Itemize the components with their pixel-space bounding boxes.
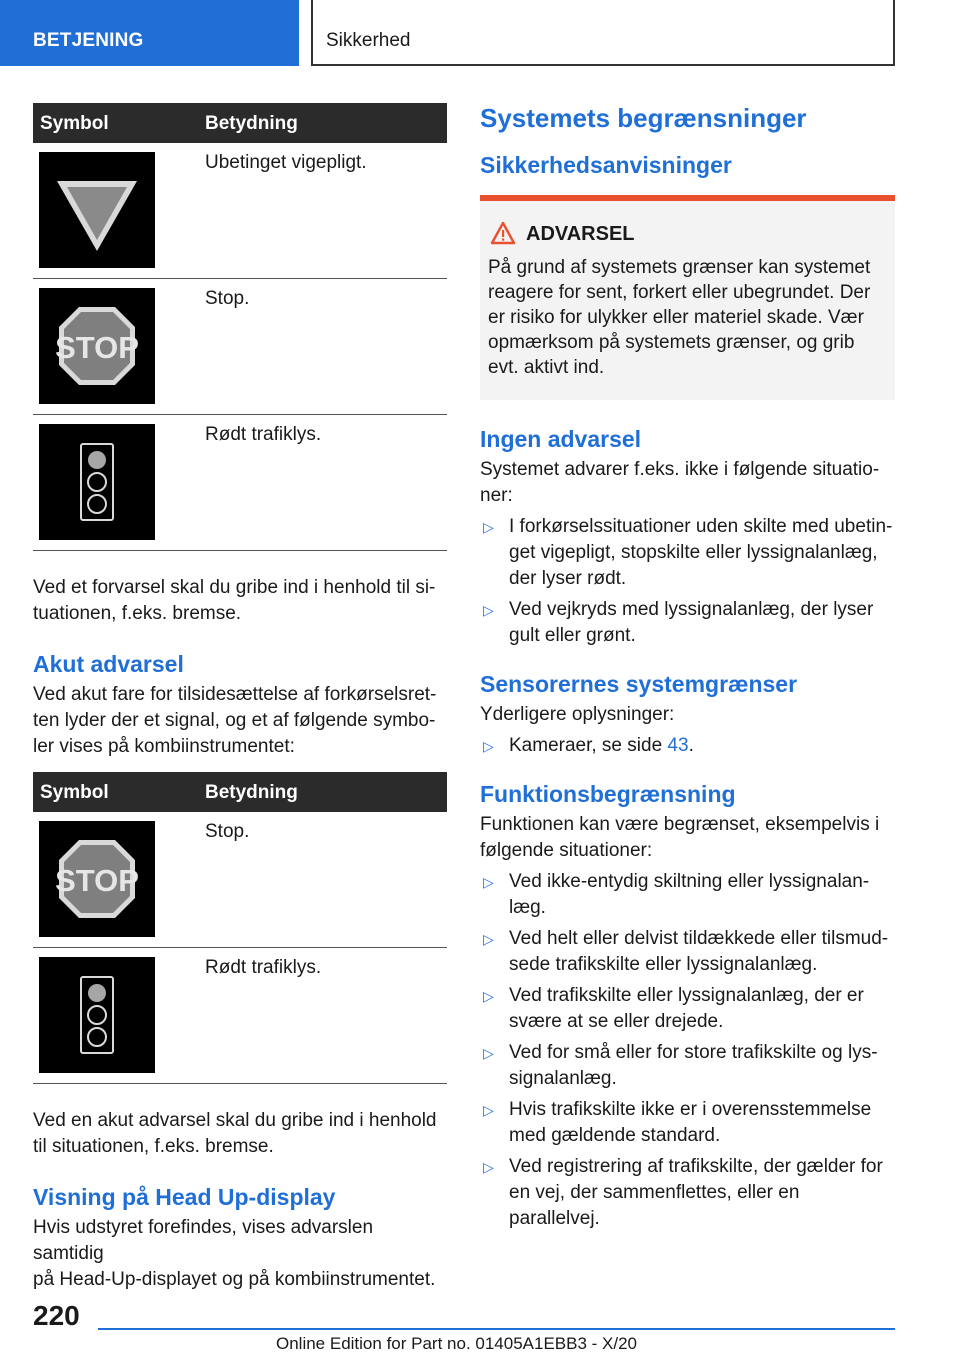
list-item: ▷ Ved trafikskilte eller lyssignalanlæg, der er svære at se eller drejede. [483, 985, 864, 1032]
acute-warning-paragraph: Ved akut fare for tilsidesættelse af forkørselsret- ten lyder der et signal, og et af følgende symbo- ler vises på kombiinstrumentet: [33, 684, 437, 757]
triangle-bullet-icon: ▷ [483, 874, 494, 890]
list-item: ▷ Kameraer, se side 43. [480, 733, 895, 759]
warning-title-text: ADVARSEL [526, 223, 635, 245]
symbol-table-2 [33, 772, 447, 1084]
page-link[interactable]: 43 [667, 735, 689, 756]
table-row [33, 948, 447, 1084]
triangle-bullet-icon: ▷ [483, 602, 494, 618]
no-warning-paragraph: Systemet advarer f.eks. ikke i følgende situatio- ner: [480, 459, 880, 506]
red-traffic-light-icon [39, 424, 155, 540]
row-meaning: Stop. [205, 821, 250, 842]
table-row [33, 279, 447, 415]
list-item: ▷ Hvis trafikskilte ikke er i overensstemmelse med gældende standard. [483, 1099, 872, 1146]
table-header [33, 772, 447, 812]
svg-text:STOP: STOP [55, 330, 139, 365]
safety-heading: Sikkerhedsanvisninger [480, 152, 732, 178]
row-meaning: Stop. [205, 288, 250, 309]
hud-paragraph: Hvis udstyret forefindes, vises advarslen samtidig på Head-Up-displayet og på kombiinstrumentet. [33, 1217, 436, 1290]
function-limits-list [480, 869, 895, 1232]
col-symbol-header: Symbol [40, 113, 109, 134]
stop-sign-icon [39, 288, 155, 404]
table-row [33, 143, 447, 279]
stop-sign-icon [39, 821, 155, 937]
sensor-limits-heading: Sensorernes systemgrænser [480, 671, 798, 697]
footer-edition: Online Edition for Part no. 01405A1EBB3 - X/20 [276, 1334, 638, 1353]
triangle-bullet-icon: ▷ [483, 1159, 494, 1175]
acute-warning-heading: Akut advarsel [33, 651, 184, 677]
acute-action-paragraph: Ved en akut advarsel skal du gribe ind i henhold til situationen, f.eks. bremse. [33, 1110, 437, 1157]
triangle-bullet-icon: ▷ [483, 988, 494, 1004]
list-item: ▷ Ved helt eller delvist tildækkede eller tilsmud- sede trafikskilte eller lyssignalanlæg. [483, 928, 889, 975]
red-traffic-light-icon [39, 957, 155, 1073]
col-symbol-header: Symbol [40, 782, 109, 803]
no-warning-list [480, 514, 895, 649]
warning-title [488, 219, 887, 249]
header-section-label: BETJENING [33, 30, 144, 51]
header-title-box [311, 0, 895, 66]
list-item: ▷ Ved registrering af trafikskilte, der gælder for en vej, der sammenflettes, eller en parallelvej. [483, 1156, 883, 1229]
sensor-limits-paragraph: Yderligere oplysninger: [480, 704, 675, 725]
row-meaning: Rødt trafiklys. [205, 957, 322, 978]
triangle-bullet-icon: ▷ [483, 1102, 494, 1118]
hud-heading: Visning på Head Up-display [33, 1184, 336, 1210]
list-item: ▷ Ved for små eller for store trafikskilte og lys- signalanlæg. [483, 1042, 878, 1089]
list-item: ▷ Ved ikke-entydig skiltning eller lyssignalan- læg. [483, 871, 870, 918]
row-meaning: Rødt trafiklys. [205, 424, 322, 445]
row-meaning: Ubetinget vigepligt. [205, 152, 367, 173]
table-row [33, 415, 447, 551]
table-row [33, 812, 447, 948]
function-limits-paragraph: Funktionen kan være begrænset, eksempelvis i følgende situationer: [480, 814, 880, 861]
list-item: ▷ I forkørselssituationer uden skilte med ubetin- get vigepligt, stopskilte eller lyssignalanlæg, der lyser rødt. [483, 516, 893, 589]
col-meaning-header: Betydning [205, 113, 298, 134]
left-column [33, 103, 447, 1293]
triangle-bullet-icon: ▷ [483, 738, 494, 754]
no-warning-heading: Ingen advarsel [480, 426, 642, 452]
table-header [33, 103, 447, 143]
triangle-bullet-icon: ▷ [483, 519, 494, 535]
col-meaning-header: Betydning [205, 782, 298, 803]
header-section-tab [0, 0, 299, 66]
right-column [480, 103, 895, 1232]
function-limits-heading: Funktionsbegrænsning [480, 781, 736, 807]
header-title: Sikkerhed [326, 30, 411, 51]
footer-divider [98, 1328, 895, 1330]
forewarning-paragraph: Ved et forvarsel skal du gribe ind i henhold til si- tuationen, f.eks. bremse. [33, 577, 436, 624]
triangle-bullet-icon: ▷ [483, 1045, 494, 1061]
svg-text:STOP: STOP [55, 863, 139, 898]
main-heading: Systemets begrænsninger [480, 103, 807, 133]
warning-box [480, 195, 895, 400]
warning-triangle-icon [490, 221, 516, 245]
symbol-table-1 [33, 103, 447, 551]
triangle-bullet-icon: ▷ [483, 931, 494, 947]
page-number: 220 [33, 1300, 80, 1331]
sensor-list [480, 733, 895, 759]
yield-sign-icon [39, 152, 155, 268]
list-item: ▷ Ved vejkryds med lyssignalanlæg, der lyser gult eller grønt. [483, 599, 874, 646]
warning-text: På grund af systemets grænser kan systemet reagere for sent, forkert eller ubegrundet. Der er risiko for ulykker eller materiel skade. Vær opmærksom på systemets grænser, og grib evt. aktivt ind. [488, 257, 871, 378]
